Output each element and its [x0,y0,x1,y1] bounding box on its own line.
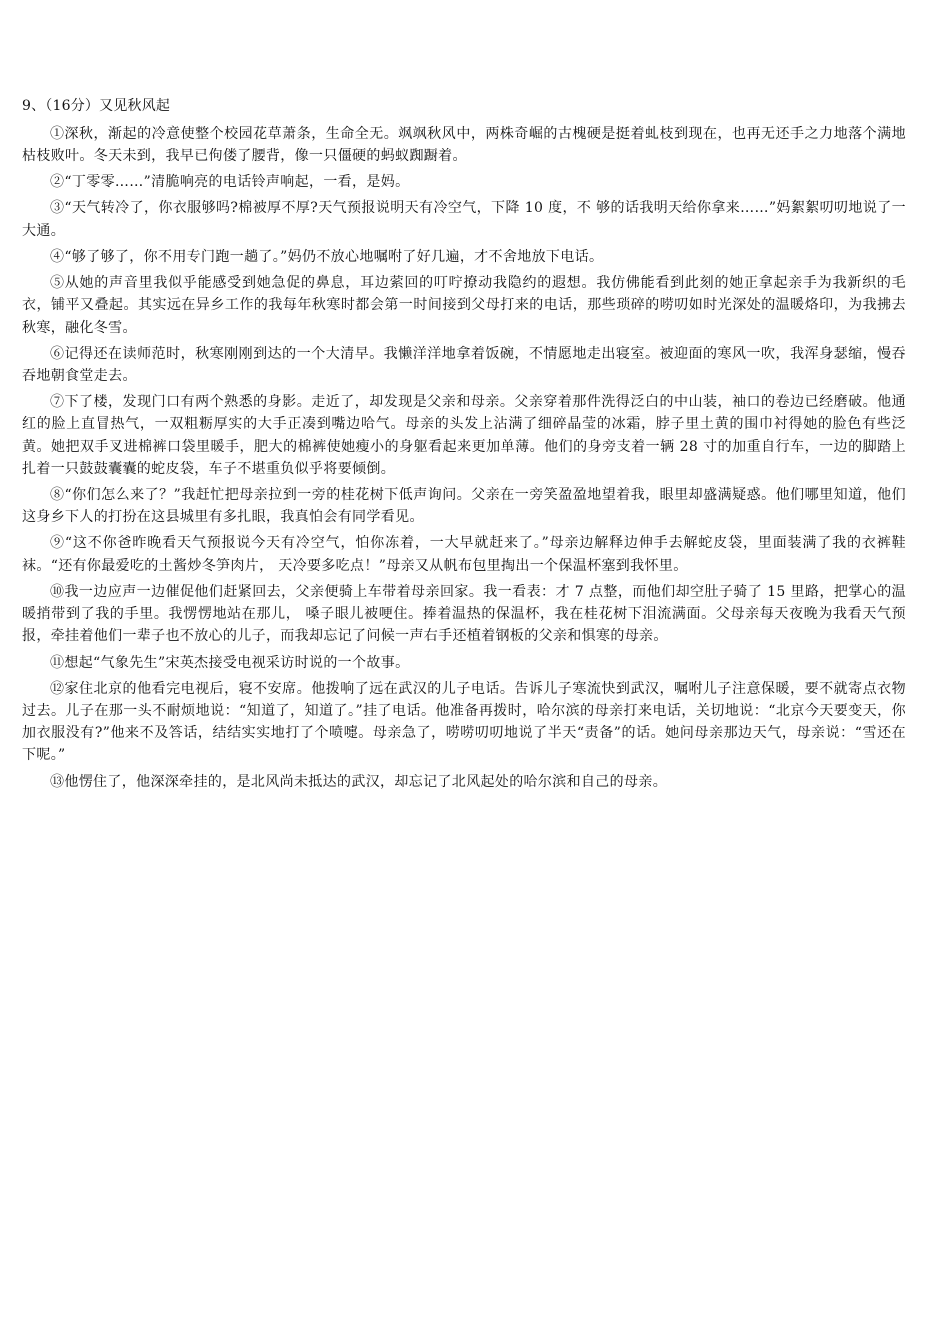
paragraph-10 [22,581,906,648]
paragraph-3 [22,197,906,242]
paragraph-number: ② [50,174,65,191]
paragraph-text: 家住北京的他看完电视后，寝不安席。他拨响了远在武汉的儿子电话。告诉儿子寒流快到武汉，嘱咐儿子注意保暖，要不就寄点衣物过去。儿子在那一头不耐烦地说：“知道了，知道了。”挂了电话。他准备再拨时，哈尔滨的母亲打来电话，关切地说：“北京今天要变天，你加衣服没有?”他来不及答话，结结实实地打了个喷嚏。母亲急了，唠唠叨叨地说了半天“责备”的话。她问母亲那边天气，母亲说：“雪还在下呢。” [22,680,906,764]
paragraph-number: ⑥ [50,345,65,362]
paragraph-number: ⑬ [50,773,65,790]
paragraph-number: ③ [50,200,65,217]
paragraph-text: 他愣住了，他深深牵挂的，是北风尚未抵达的武汉，却忘记了北风起处的哈尔滨和自己的母亲。 [64,773,668,790]
paragraph-12 [22,678,906,767]
paragraph-text: “天气转冷了，你衣服够吗?棉被厚不厚?天气预报说明天有冷空气，下降 10 度，不 够的话我明天给你拿来……”妈絮絮叨叨地说了一大通。 [22,200,906,239]
paragraph-number: ⑩ [50,583,65,600]
paragraph-number: ④ [50,248,65,265]
paragraph-text: 想起“气象先生”宋英杰接受电视采访时说的一个故事。 [64,654,410,671]
paragraph-text: “够了够了，你不用专门跑一趟了。”妈仍不放心地嘱咐了好几遍，才不舍地放下电话。 [64,248,604,265]
question-body [22,96,906,797]
paragraph-11 [22,652,906,674]
paragraph-number: ⑪ [50,654,65,671]
paragraph-text: 下了楼，发现门口有两个熟悉的身影。走近了，却发现是父亲和母亲。父亲穿着那件洗得泛白的中山装，袖口的卷边已经磨破。他通红的脸上直冒热气，一双粗粝厚实的大手正凑到嘴边哈气。母亲的头发上沾满了细碎晶莹的冰霜，脖子里土黄的围巾衬得她的脸色有些泛黄。她把双手叉进棉裤口袋里暖手，肥大的棉裤使她瘦小的身躯看起来更加单薄。他们的身旁支着一辆 28 寸的加重自行车，一边的脚踏上扎着一只鼓鼓囊囊的蛇皮袋，车子不堪重负似乎将要倾倒。 [22,394,906,477]
paragraph-5 [22,272,906,339]
paragraph-text: 记得还在读师范时，秋寒刚刚到达的一个大清早。我懒洋洋地拿着饭碗，不情愿地走出寝室。被迎面的寒风一吹，我浑身瑟缩，慢吞吞地朝食堂走去。 [22,345,906,384]
question-title: 9、（16分）又见秋风起 [22,98,171,114]
paragraph-text: “你们怎么来了？”我赶忙把母亲拉到一旁的桂花树下低声询问。父亲在一旁笑盈盈地望着我，眼里却盛满疑惑。他们哪里知道，他们这身乡下人的打扮在这县城里有多扎眼，我真怕会有同学看见。 [22,487,906,526]
paragraph-text: 深秋，渐起的冷意使整个校园花草萧条，生命全无。飒飒秋风中，两株奇崛的古槐硬是挺着虬枝到现在，也再无还手之力地落个满地枯枝败叶。冬天未到，我早已佝偻了腰背，像一只僵硬的蚂蚁踟蹰着。 [22,126,906,165]
paragraph-4 [22,246,906,268]
paragraph-13 [22,771,906,793]
paragraph-number: ⑫ [50,680,65,697]
paragraph-2 [22,171,906,193]
paragraph-7 [22,391,906,480]
paragraph-8 [22,484,906,529]
paragraph-text: “这不你爸昨晚看天气预报说今天有冷空气，怕你冻着，一大早就赶来了。”母亲边解释边伸手去解蛇皮袋，里面装满了我的衣裤鞋袜。“还有你最爱吃的土酱炒冬笋肉片， 天冷要多吃点！”母亲又从帆布包里掏出一个保温杯塞到我怀里。 [22,535,906,574]
paragraph-number: ⑧ [50,487,65,504]
paragraph-number: ① [50,126,65,142]
paragraph-text: “丁零零……”清脆响亮的电话铃声响起，一看，是妈。 [64,174,410,191]
paragraph-text: 我一边应声一边催促他们赶紧回去，父亲便骑上车带着母亲回家。我一看表：才 7 点整，而他们却空肚子骑了 15 里路，把掌心的温暖捎带到了我的手里。我愣愣地站在那儿， 嗓子眼儿被哽住。捧着温热的保温杯，我在桂花树下泪流满面。父母亲每天夜晚为我看天气预报，牵挂着他们一辈子也不放心的儿子，而我却忘记了问候一声右手还植着钢板的父亲和惧寒的母亲。 [22,583,907,645]
paragraph-number: ⑨ [50,535,65,552]
paragraph-6 [22,343,906,388]
paragraph-9 [22,532,906,577]
paragraph-number: ⑤ [50,274,65,291]
paragraph-text: 从她的声音里我似乎能感受到她急促的鼻息，耳边萦回的叮咛撩动我隐约的遐想。我仿佛能看到此刻的她正拿起亲手为我新织的毛衣，铺平又叠起。其实远在异乡工作的我每年秋寒时都会第一时间接到父母打来的电话，那些琐碎的唠叨如时光深处的温暖烙印，为我拂去秋寒，融化冬雪。 [22,274,906,336]
paragraph-number: ⑦ [50,394,65,411]
paragraph-1 [22,123,906,168]
